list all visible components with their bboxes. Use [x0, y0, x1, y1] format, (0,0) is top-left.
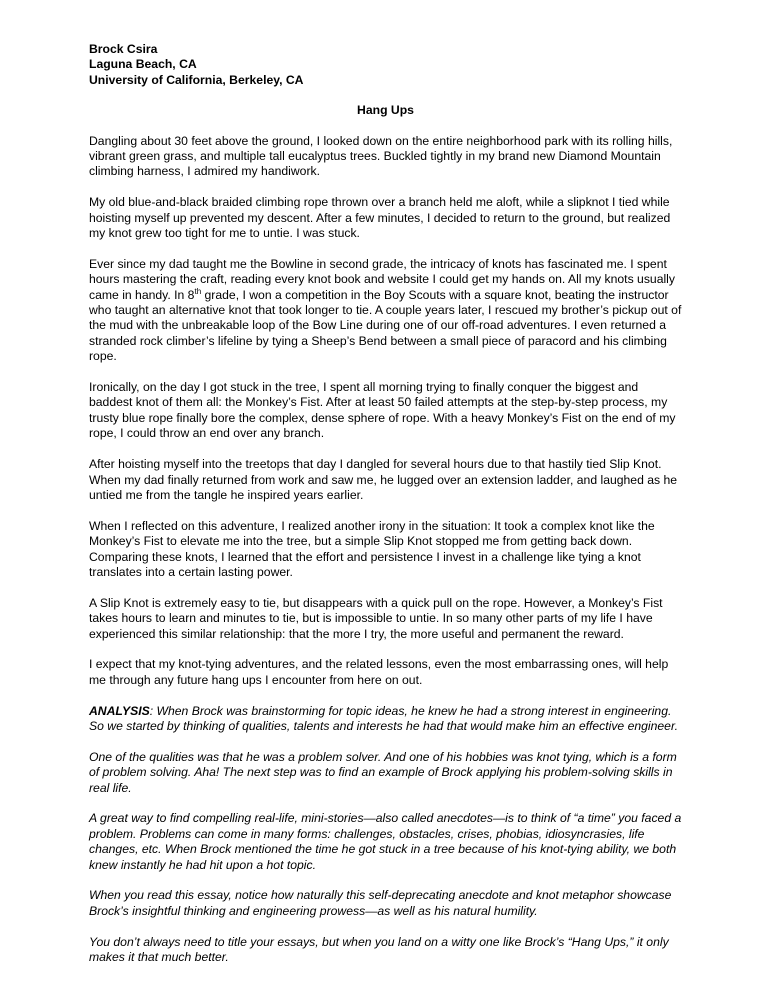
essay-paragraph-3-part-a: Ever since my dad taught me the Bowline in second grade, the intricacy of knots has fascinated me. I spent hours mastering the craft, reading every knot book and website I could get my hands on. All my knots usually came in handy. In 8 [89, 256, 675, 302]
essay-paragraph-6: When I reflected on this adventure, I realized another irony in the situation: It took a complex knot like the Monkey’s Fist to elevate me into the tree, but a simple Slip Knot stopped me from getting back down. Comparing these knots, I learned that the effort and persistence I invest in a challenge like tying a knot translates into a certain lasting power. [89, 518, 655, 579]
analysis-paragraph-4: When you read this essay, notice how naturally this self-deprecating anecdote and knot metaphor showcase Brock’s insightful thinking and engineering prowess—as well as his natural humility. [89, 888, 672, 918]
ordinal-superscript: th [194, 286, 202, 296]
analysis-section [89, 704, 682, 966]
analysis-paragraph-3: A great way to find compelling real-life, mini-stories—also called anecdotes—is to think of “a time” you faced a problem. Problems can come in many forms: challenges, obstacles, crises, phobias, idiosyncrasies, life changes, etc. When Brock mentioned the time he got stuck in a tree because of his knot-tying ability, we both knew instantly he had hit upon a hot topic. [89, 811, 682, 872]
analysis-paragraph-2: One of the qualities was that he was a problem solver. And one of his hobbies was knot tying, which is a form of problem solving. Aha! The next step was to find an example of Brock applying his problem-solving skills in real life. [89, 749, 677, 795]
analysis-paragraph-1 [89, 704, 682, 735]
essay-paragraph-1: Dangling about 30 feet above the ground, I looked down on the entire neighborhood park with its rolling hills, vibrant green grass, and multiple tall eucalyptus trees. Buckled tightly in my brand new Diamond Mountain climbing harness, I admired my handiwork. [89, 133, 673, 179]
author-header [89, 42, 682, 88]
essay-paragraph-8: I expect that my knot-tying adventures, and the related lessons, even the most embarrassing ones, will help me through any future hang ups I encounter from here on out. [89, 657, 669, 687]
essay-paragraph-3 [89, 257, 682, 365]
essay-paragraph-4: Ironically, on the day I got stuck in the tree, I spent all morning trying to finally conquer the biggest and baddest knot of them all: the Monkey’s Fist. After at least 50 failed attempts at the step-by-step process, my trusty blue rope finally bore the complex, dense sphere of rope. With a heavy Monkey’s Fist on the end of my rope, I could throw an end over any branch. [89, 380, 676, 441]
essay-paragraph-5: After hoisting myself into the treetops that day I dangled for several hours due to that hastily tied Slip Knot. When my dad finally returned from work and saw me, he lugged over an extension ladder, and laughed as he untied me from the tangle he inspired years earlier. [89, 457, 678, 502]
essay-body [89, 134, 682, 689]
essay-paragraph-7: A Slip Knot is extremely easy to tie, but disappears with a quick pull on the rope. However, a Monkey’s Fist takes hours to learn and minutes to tie, but is impossible to untie. In so many other parts of my life I have experienced this similar relationship: that the more I try, the more useful and permanent the reward. [89, 595, 663, 641]
analysis-label: ANALYSIS [89, 703, 150, 718]
essay-paragraph-3-part-b: grade, I won a competition in the Boy Scouts with a square knot, beating the instructor who taught an alternative knot that took longer to tie. A couple years later, I rescued my brother’s pickup out of the mud with the unbreakable loop of the Bow Line during one of our off-road adventures. I even returned a stranded rock climber’s lifeline by tying a Sheep’s Bend between a small piece of paracord and his climbing rope. [89, 287, 682, 364]
essay-paragraph-2: My old blue-and-black braided climbing rope thrown over a branch held me aloft, while a slipknot I tied while hoisting myself up prevented my descent. After a few minutes, I decided to return to the ground, but realized my knot grew too tight for me to untie. I was stuck. [89, 195, 671, 241]
author-location: Laguna Beach, CA [89, 57, 197, 72]
author-school: University of California, Berkeley, CA [89, 72, 304, 87]
author-name: Brock Csira [89, 42, 158, 56]
analysis-paragraph-1-text: : When Brock was brainstorming for topic ideas, he knew he had a strong interest in engineering. So we started by thinking of qualities, talents and interests he had that would make him an effective engineer. [89, 703, 678, 733]
analysis-paragraph-5: You don’t always need to title your essays, but when you land on a witty one like Brock’s “Hang Ups,” it only makes it that much better. [89, 934, 669, 964]
essay-title: Hang Ups [357, 103, 414, 118]
